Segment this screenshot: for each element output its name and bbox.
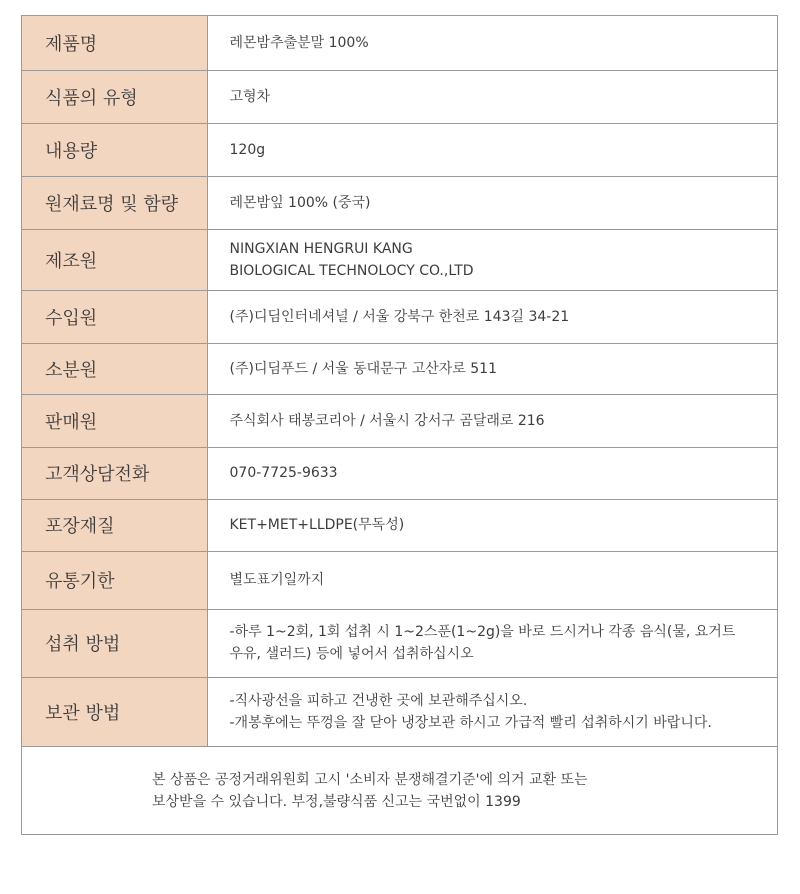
row-value — [207, 447, 777, 499]
row-label: 보관 방법 — [22, 677, 207, 746]
product-info-sheet — [21, 15, 778, 835]
row-value-line: 070-7725-9633 — [229, 465, 338, 481]
row-label: 식품의 유형 — [22, 70, 207, 123]
table-row-repacker — [22, 343, 777, 394]
row-value-line: 120g — [229, 141, 266, 158]
row-value-line: 우유, 샐러드) 등에 넣어서 섭취하십시오 — [229, 646, 474, 662]
row-value-line: 레몬밤추출분말 100% — [229, 34, 369, 51]
row-value-line: -개봉후에는 뚜껑을 잘 닫아 냉장보관 하시고 가급적 빨리 섭취하시기 바랍니다. — [229, 714, 712, 731]
table-row-importer — [22, 290, 777, 343]
table-row-product-name — [22, 16, 777, 70]
row-value — [207, 70, 777, 123]
row-value — [207, 229, 777, 290]
row-value-line: 별도표기일까지 — [229, 572, 325, 588]
table-row-packaging — [22, 499, 777, 551]
row-label: 고객상담전화 — [22, 447, 207, 499]
row-value-line: 레몬밤잎 100% (중국) — [229, 194, 371, 211]
row-label: 수입원 — [22, 290, 207, 343]
notice-line: 보상받을 수 있습니다. 부정,불량식품 신고는 국번없이 1399 — [152, 794, 521, 810]
row-label: 제조원 — [22, 229, 207, 290]
row-value — [207, 290, 777, 343]
table-row-food-type — [22, 70, 777, 123]
table-row-net-content — [22, 123, 777, 176]
row-value-line: (주)디딤인터네셔널 / 서울 강북구 한천로 143길 34-21 — [229, 308, 570, 325]
row-label: 포장재질 — [22, 499, 207, 551]
row-value — [207, 499, 777, 551]
notice-line: 본 상품은 공정거래위원회 고시 '소비자 분쟁해결기준'에 의거 교환 또는 — [152, 772, 588, 788]
table-row-storage-method — [22, 677, 777, 746]
row-value-line: -직사광선을 피하고 건냉한 곳에 보관해주십시오. — [229, 692, 528, 709]
table-row-customer-phone — [22, 447, 777, 499]
table-row-expiry — [22, 551, 777, 609]
row-value — [207, 16, 777, 70]
row-label: 제품명 — [22, 16, 207, 70]
row-value — [207, 123, 777, 176]
row-value — [207, 609, 777, 677]
row-label: 유통기한 — [22, 551, 207, 609]
row-value-line: NINGXIAN HENGRUI KANG — [229, 240, 413, 257]
row-value — [207, 343, 777, 394]
row-value — [207, 176, 777, 229]
row-label: 섭취 방법 — [22, 609, 207, 677]
row-value-line: KET+MET+LLDPE(무독성) — [229, 517, 405, 533]
table-row-seller — [22, 394, 777, 447]
product-info-table — [22, 16, 777, 747]
row-label: 내용량 — [22, 123, 207, 176]
row-value-line: 주식회사 태봉코리아 / 서울시 강서구 곰달래로 216 — [229, 412, 545, 429]
table-row-manufacturer — [22, 229, 777, 290]
row-value — [207, 551, 777, 609]
row-label: 판매원 — [22, 394, 207, 447]
row-label: 원재료명 및 함량 — [22, 176, 207, 229]
table-row-intake-method — [22, 609, 777, 677]
row-value — [207, 677, 777, 746]
row-value-line: BIOLOGICAL TECHNOLOCY CO.,LTD — [229, 262, 474, 279]
row-value-line: -하루 1~2회, 1회 섭취 시 1~2스푼(1~2g)을 바로 드시거나 각종 음식(물, 요거트 — [229, 624, 736, 640]
consumer-notice — [22, 744, 777, 836]
table-row-ingredients — [22, 176, 777, 229]
row-label: 소분원 — [22, 343, 207, 394]
row-value — [207, 394, 777, 447]
notice-text — [152, 769, 752, 813]
row-value-line: (주)디딤푸드 / 서울 동대문구 고산자로 511 — [229, 360, 497, 377]
row-value-line: 고형차 — [229, 88, 271, 105]
